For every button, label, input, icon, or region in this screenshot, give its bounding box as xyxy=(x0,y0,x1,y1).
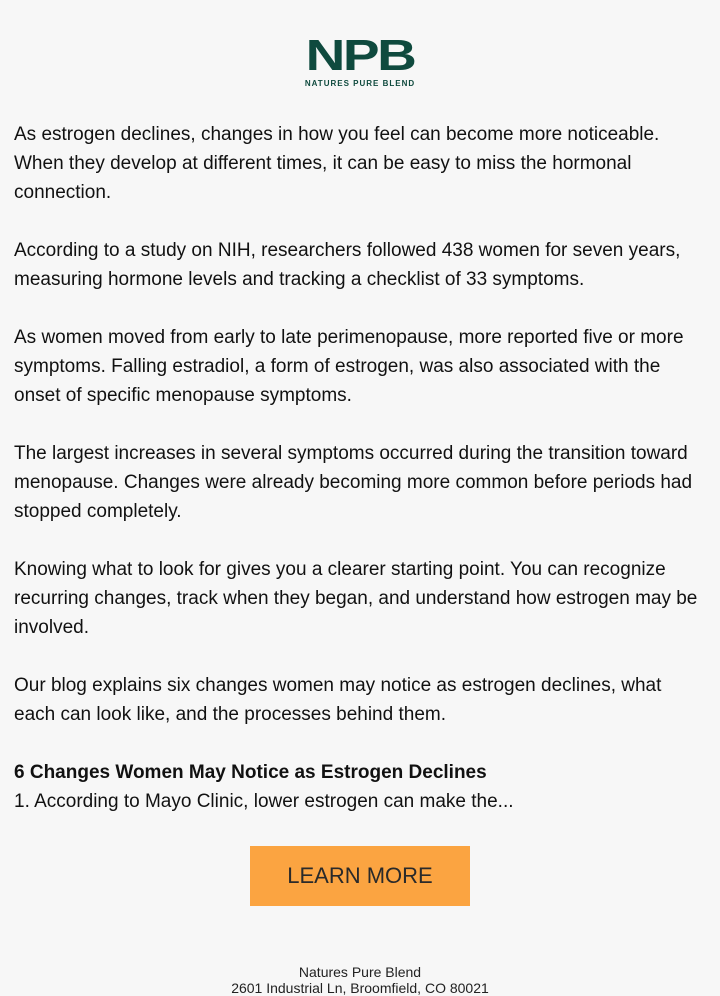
logo-mark: NPB xyxy=(305,31,415,80)
body-paragraph: According to a study on NIH, researchers followed 438 women for seven years, measuring hormone levels and tracking a checklist of 33 symptoms. xyxy=(14,240,681,290)
footer-company-name: Natures Pure Blend xyxy=(298,964,422,980)
logo-brand-name: NATURES PURE BLEND xyxy=(304,79,416,88)
body-paragraph: As women moved from early to late perimenopause, more reported five or more symptoms. Falling estradiol, a form of estrogen, was also associated with the onset of specific menopause symptoms. xyxy=(14,327,684,406)
npb-logo[interactable] xyxy=(290,31,430,88)
email-header xyxy=(0,0,720,120)
learn-more-button[interactable]: LEARN MORE xyxy=(250,846,470,906)
email-footer xyxy=(0,964,720,996)
email-body xyxy=(0,120,720,816)
body-paragraph: Our blog explains six changes women may notice as estrogen declines, what each can look like, and the processes behind them. xyxy=(14,675,662,725)
cta-section xyxy=(0,816,720,964)
body-paragraph: Knowing what to look for gives you a clearer starting point. You can recognize recurring changes, track when they began, and understand how estrogen may be involved. xyxy=(14,559,698,638)
footer-address: 2601 Industrial Ln, Broomfield, CO 80021 xyxy=(231,980,489,996)
body-paragraph: As estrogen declines, changes in how you feel can become more noticeable. When they develop at different times, it can be easy to miss the hormonal connection. xyxy=(14,124,660,203)
body-paragraph: The largest increases in several symptoms occurred during the transition toward menopause. Changes were already becoming more common before periods had stopped completely. xyxy=(14,443,693,522)
article-excerpt: 1. According to Mayo Clinic, lower estrogen can make the... xyxy=(14,791,514,812)
article-heading: 6 Changes Women May Notice as Estrogen Declines xyxy=(14,762,487,783)
